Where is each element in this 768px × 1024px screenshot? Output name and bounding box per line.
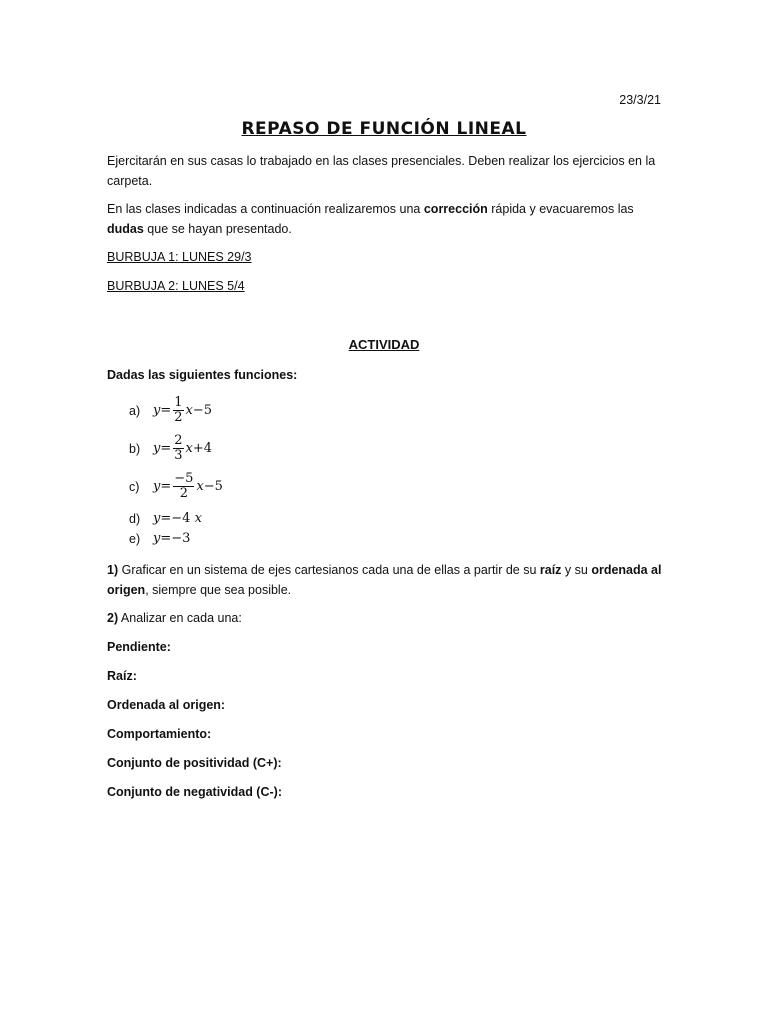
function-equation xyxy=(153,472,223,501)
equation-constant: −5 xyxy=(192,403,213,418)
root-bold-word: raíz xyxy=(539,563,562,577)
fraction-denominator: 2 xyxy=(179,486,188,501)
correction-text-3: que se hayan presentado. xyxy=(143,221,292,236)
analysis-item-negativity: Conjunto de negatividad (C-): xyxy=(107,785,282,799)
task-number: 1) xyxy=(107,563,119,577)
correction-text-2: rápida y evacuaremos las xyxy=(487,202,634,216)
equation-equals: = xyxy=(160,403,172,418)
equation-variable: x xyxy=(194,511,202,526)
function-equation xyxy=(153,511,202,526)
task-1-text-3: , siempre que sea posible. xyxy=(145,582,292,597)
function-equation xyxy=(153,396,212,425)
document-date: 23/3/21 xyxy=(619,93,661,107)
analysis-item-positivity: Conjunto de positividad (C+): xyxy=(107,756,282,770)
fraction-denominator: 3 xyxy=(174,448,183,463)
equation-coefficient: −4 xyxy=(171,511,191,526)
equation-equals: = xyxy=(160,441,172,456)
task-2-paragraph xyxy=(107,609,667,629)
equation-lhs: y xyxy=(153,479,161,494)
activity-heading: ACTIVIDAD xyxy=(348,337,420,352)
function-label: c) xyxy=(129,479,140,494)
equation-lhs: y xyxy=(153,511,161,526)
correction-paragraph xyxy=(107,200,667,239)
equation-equals: = xyxy=(160,511,172,526)
fraction-numerator: −5 xyxy=(174,471,194,486)
equation-lhs: y xyxy=(153,441,161,456)
analysis-item-behavior: Comportamiento: xyxy=(107,727,212,741)
fraction xyxy=(173,396,183,425)
equation-equals: = xyxy=(160,531,172,546)
equation-lhs: y xyxy=(153,403,161,418)
fraction xyxy=(173,434,183,463)
fraction xyxy=(173,472,194,501)
function-item-d xyxy=(129,511,202,526)
task-1-paragraph xyxy=(107,561,667,600)
page-title: REPASO DE FUNCIÓN LINEAL xyxy=(241,119,527,139)
analysis-item-slope: Pendiente: xyxy=(107,640,171,654)
function-label: b) xyxy=(129,441,141,456)
task-1-text-2: y su xyxy=(561,563,592,577)
function-item-a xyxy=(129,396,212,425)
function-label: e) xyxy=(129,531,141,546)
functions-intro: Dadas las siguientes funciones: xyxy=(107,368,298,382)
task-2-text: Analizar en cada una: xyxy=(118,611,242,625)
equation-constant: −5 xyxy=(203,479,223,494)
task-number: 2) xyxy=(107,611,119,625)
doubts-bold-word: dudas xyxy=(107,221,144,236)
correction-text-1: En las clases indicadas a continuación realizaremos una xyxy=(107,202,424,216)
equation-equals: = xyxy=(160,479,172,494)
function-equation xyxy=(153,531,190,546)
fraction-numerator: 2 xyxy=(174,433,183,448)
fraction-denominator: 2 xyxy=(174,410,183,425)
intercept-bold-words: ordenada al origen xyxy=(107,563,662,597)
task-1-text-1: Graficar en un sistema de ejes cartesianos cada una de ellas a partir de su xyxy=(118,563,540,577)
function-item-c xyxy=(129,472,223,501)
function-item-e xyxy=(129,531,190,546)
equation-variable: x xyxy=(196,479,204,494)
equation-lhs: y xyxy=(153,531,161,546)
equation-variable: x xyxy=(185,403,193,418)
function-equation xyxy=(153,434,212,463)
correction-bold-word: corrección xyxy=(423,202,488,216)
equation-constant: +4 xyxy=(192,441,213,456)
equation-constant: −3 xyxy=(171,531,191,546)
function-label: a) xyxy=(129,403,141,418)
fraction-numerator: 1 xyxy=(174,395,183,410)
function-item-b xyxy=(129,434,212,463)
intro-paragraph: Ejercitarán en sus casas lo trabajado en las clases presenciales. Deben realizar los ejercicios en la carpeta. xyxy=(107,154,656,188)
bubble-2-schedule: BURBUJA 2: LUNES 5/4 xyxy=(107,279,245,293)
bubble-1-schedule: BURBUJA 1: LUNES 29/3 xyxy=(107,250,252,264)
analysis-item-root: Raíz: xyxy=(107,669,137,683)
function-label: d) xyxy=(129,511,141,526)
equation-variable: x xyxy=(185,441,193,456)
analysis-item-intercept: Ordenada al origen: xyxy=(107,698,226,712)
